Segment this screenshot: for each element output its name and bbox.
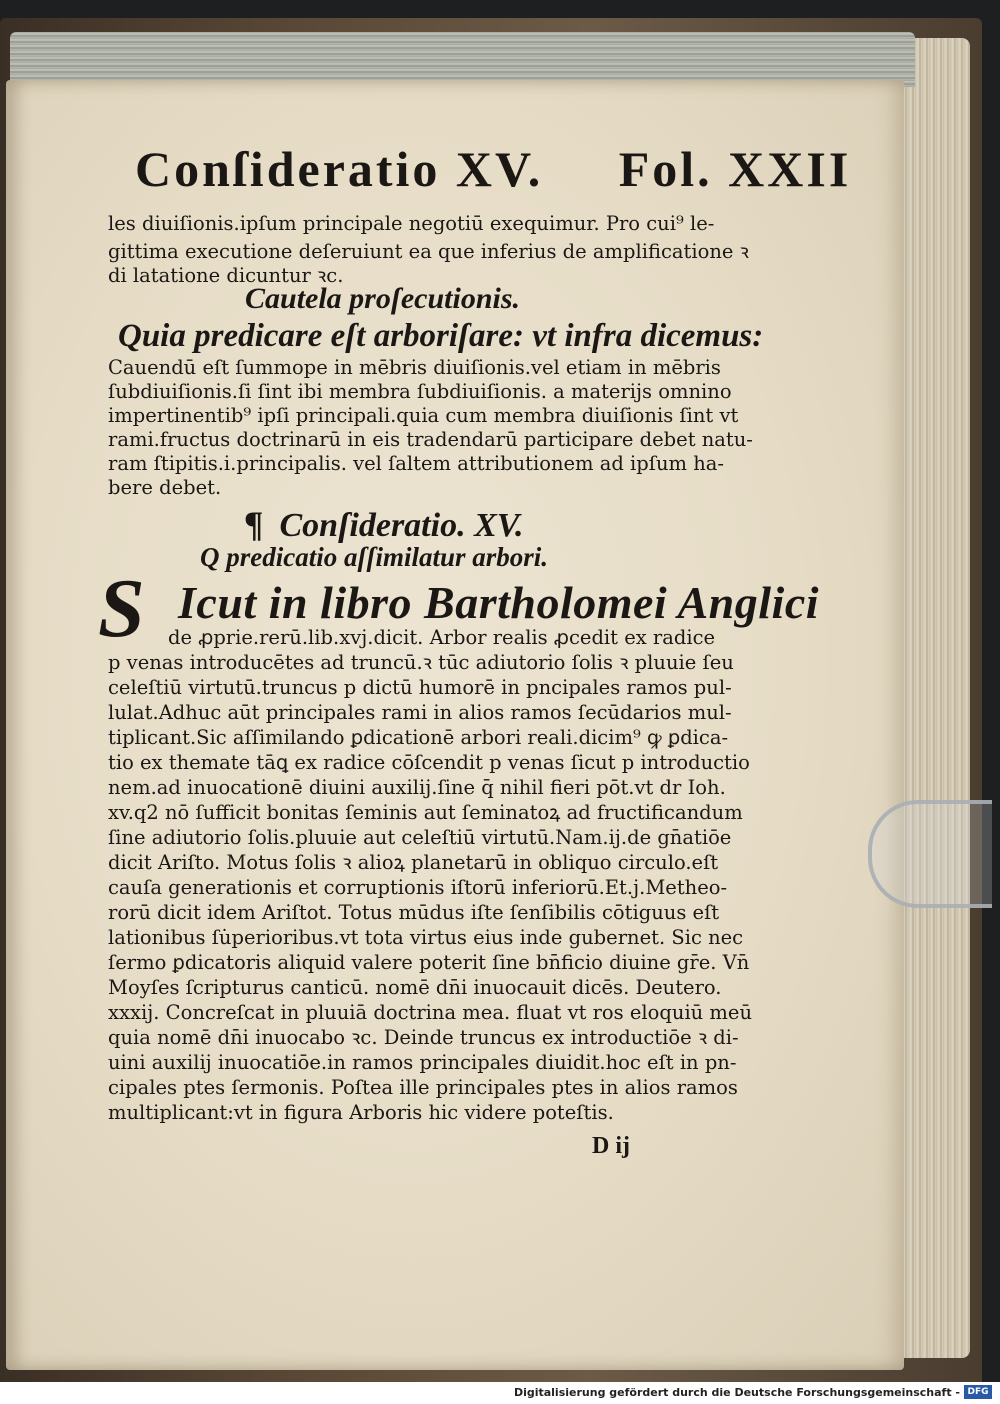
signature-mark: D ij — [592, 1133, 630, 1159]
decorated-initial: S — [98, 562, 145, 655]
incipit-line: Icut in libro Bartholomei Anglici — [178, 577, 820, 628]
page-heading — [135, 140, 851, 198]
cautela-line: rami.fructus doctrinarū in eis tradendarū participare debet natu- — [108, 428, 753, 451]
section-subtitle: Q predicatio aſſimilatur arbori. — [200, 542, 549, 572]
page-top-edge — [10, 32, 915, 87]
body-line: ſine adiutorio ſolis.pluuie aut celeſtiū virtutū.Nam.ij.de gn̄atiōe — [108, 826, 732, 849]
body-line: cipales ptes ſermonis. Poſtea ille principales ptes in alios ramos — [108, 1076, 738, 1099]
cautela-line: Cauendū eſt ſummope in mēbris diuiſionis.vel etiam in mēbris — [108, 356, 721, 379]
cautela-line: ram ſtipitis.i.principalis. vel ſaltem attributionem ad ipſum ha- — [108, 452, 725, 475]
consideratio-label: Conſideratio. XV. — [279, 507, 524, 544]
pilcrow-mark: ¶ — [245, 504, 263, 544]
intro-line: gittima executione deſeruiunt ea que inferius de amplificatione ꝛ — [108, 240, 749, 263]
body-line: celeſtiū virtutū.truncus p dictū humorē in pncipales ramos pul- — [108, 676, 732, 699]
intro-line: di latatione dicuntur ꝛc. — [108, 264, 344, 287]
body-line: cauſa generationis et corruptionis iſtorū inferiorū.Et.j.Metheo- — [108, 876, 728, 899]
body-line: multiplicant:vt in figura Arboris hic videre poteſtis. — [108, 1101, 614, 1124]
funding-credit: Digitalisierung gefördert durch die Deutsche Forschungsgemeinschaft - — [513, 1386, 960, 1399]
body-line: lationibus ſu̇perioribus.vt tota virtus eius inde gubernet. Sic nec — [108, 926, 744, 949]
body-line: dicit Ariſto. Motus ſolis ꝛ alioꝝ planetarū in obliquo circulo.eſt — [108, 851, 719, 874]
body-line: Moyſes ſcripturus canticū. nomē dn̄i inuocauit dicēs. Deutero. — [108, 976, 722, 999]
body-line: nem.ad inuocationē diuini auxilij.ſine q̄ nihil fieri pōt.vt dr Ioh. — [108, 776, 726, 799]
body-line: ſermo ꝑdicatoris aliquid valere poterit ſine bn̄ficio diuine gr̄e. Vn̄ — [108, 951, 750, 974]
dfg-logo: DFG — [964, 1385, 992, 1399]
body-line: tiplicant.Sic aſſimilando ꝑdicationē arbori reali.dicim⁹ ꝙ ꝑdica- — [108, 726, 729, 749]
cautela-first-line: Quia predicare eſt arboriſare: vt infra dicemus: — [118, 318, 764, 354]
body-line: p venas introducētes ad truncū.ꝛ tūc adiutorio ſolis ꝛ pluuie ſeu — [108, 651, 734, 674]
consideratio-title — [245, 503, 524, 545]
page-clip — [868, 800, 992, 908]
body-line: uini auxilij inuocatiōe.in ramos principales diuidit.hoc eſt in pn- — [108, 1051, 737, 1074]
body-line: tio ex themate tāꝗ ex radice cōſcendit p venas ſicut p introductio — [108, 751, 750, 774]
body-line: rorū dicit idem Ariſtot. Totus mūdus iſte ſenſibilis cōtiguus eſt — [108, 901, 720, 924]
cautela-line: ſubdiuiſionis.ſi ſint ibi membra ſubdiuiſionis. a materijs omnino — [108, 380, 732, 403]
body-line: xxxij. Concreſcat in pluuiā doctrina mea. fluat vt ros eloquiū meū — [108, 1001, 753, 1024]
intro-line: les diuiſionis.ipſum principale negotiū exequimur. Pro cui⁹ le- — [108, 212, 715, 235]
cautela-line: impertinentib⁹ ipſi principali.quia cum membra diuiſionis ſint vt — [108, 404, 739, 427]
heading-title: Conſideratio XV. — [135, 141, 544, 197]
cautela-line: bere debet. — [108, 476, 222, 499]
folio-number: Fol. XXII — [618, 141, 852, 197]
body-line: xv.q2 nō ſufficit bonitas ſeminis aut ſeminatoꝝ ad fructificandum — [108, 801, 743, 824]
body-line: quia nomē dn̄i inuocabo ꝛc. Deinde truncus ex introductiōe ꝛ di- — [108, 1026, 739, 1049]
body-line: de ꝓprie.rerū.lib.xvj.dicit. Arbor realis ꝓcedit ex radice — [168, 626, 716, 649]
body-line: lulat.Adhuc aūt principales rami in alios ramos ſecūdarios mul- — [108, 701, 732, 724]
footer-bar — [0, 1382, 1000, 1404]
cautela-title: Cautela proſecutionis. — [245, 282, 521, 315]
